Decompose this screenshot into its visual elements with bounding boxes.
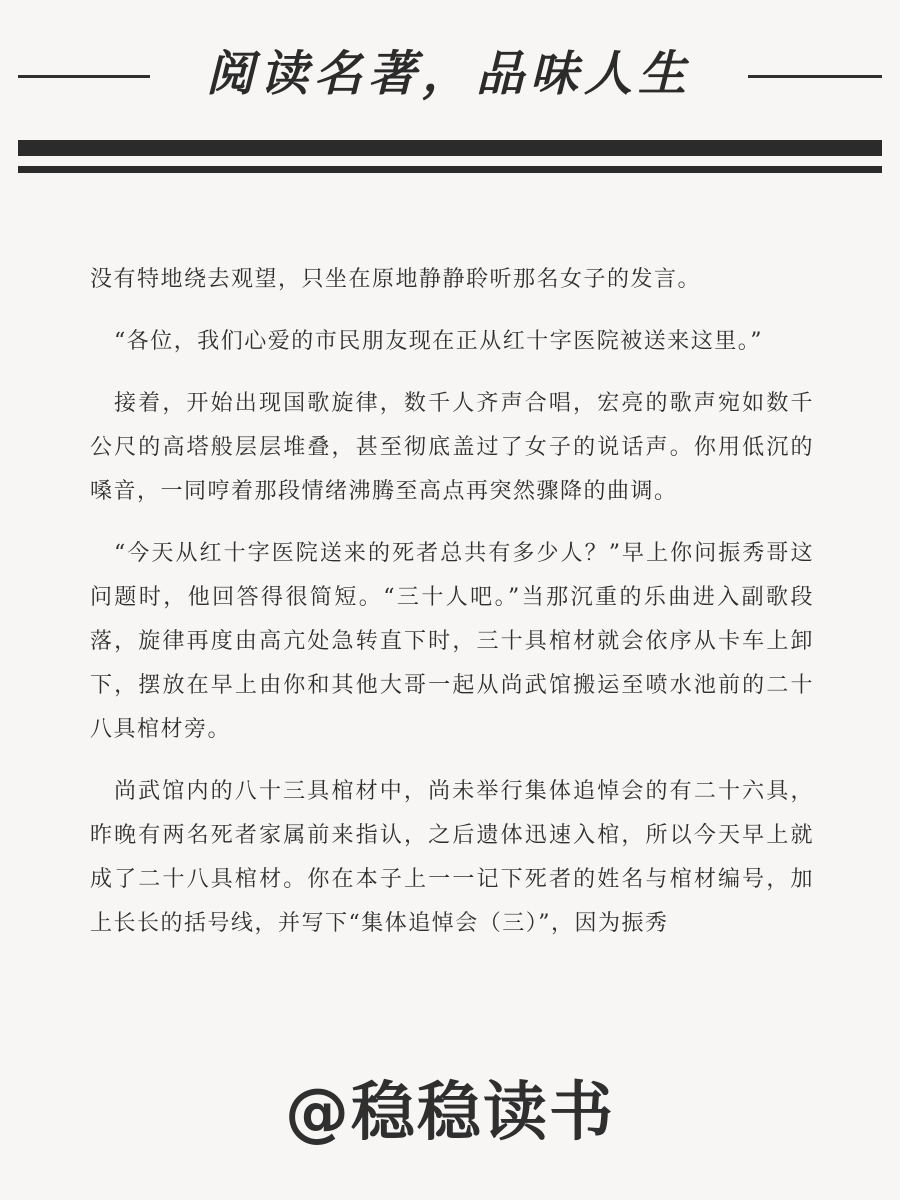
page-header [0, 0, 900, 190]
header-left-rule [18, 75, 150, 78]
watermark-handle: @稳稳读书 [285, 1076, 615, 1150]
paragraph-3: 接着，开始出现国歌旋律，数千人齐声合唱，宏亮的歌声宛如数千公尺的高塔般层层堆叠，甚至彻底盖过了女子的说话声。你用低沉的嗓音，一同哼着那段情绪沸腾至高点再突然骤降的曲调。 [90, 391, 814, 504]
page-title: 阅读名著，品味人生 [205, 46, 692, 102]
paragraph-5: 尚武馆内的八十三具棺材中，尚未举行集体追悼会的有二十六具，昨晚有两名死者家属前来指认，之后遗体迅速入棺，所以今天早上就成了二十八具棺材。你在本子上一一记下死者的姓名与棺材编号，加上长长的括号线，并写下“集体追悼会（三）”，因为振秀 [90, 779, 814, 936]
paragraph-1: 没有特地绕去观望，只坐在原地静静聆听那名女子的发言。 [90, 267, 702, 292]
header-thin-divider [18, 166, 882, 173]
paragraph-2: “各位，我们心爱的市民朋友现在正从红十字医院被送来这里。” [114, 329, 763, 354]
paragraph-4: “今天从红十字医院送来的死者总共有多少人？”早上你问振秀哥这问题时，他回答得很简短。“三十人吧。”当那沉重的乐曲进入副歌段落，旋律再度由高亢处急转直下时，三十具棺材就会依序从卡车上卸下，摆放在早上由你和其他大哥一起从尚武馆搬运至喷水池前的二十八具棺材旁。 [90, 541, 814, 742]
header-thick-divider [18, 140, 882, 156]
article-body [90, 258, 814, 964]
header-right-rule [748, 75, 882, 78]
